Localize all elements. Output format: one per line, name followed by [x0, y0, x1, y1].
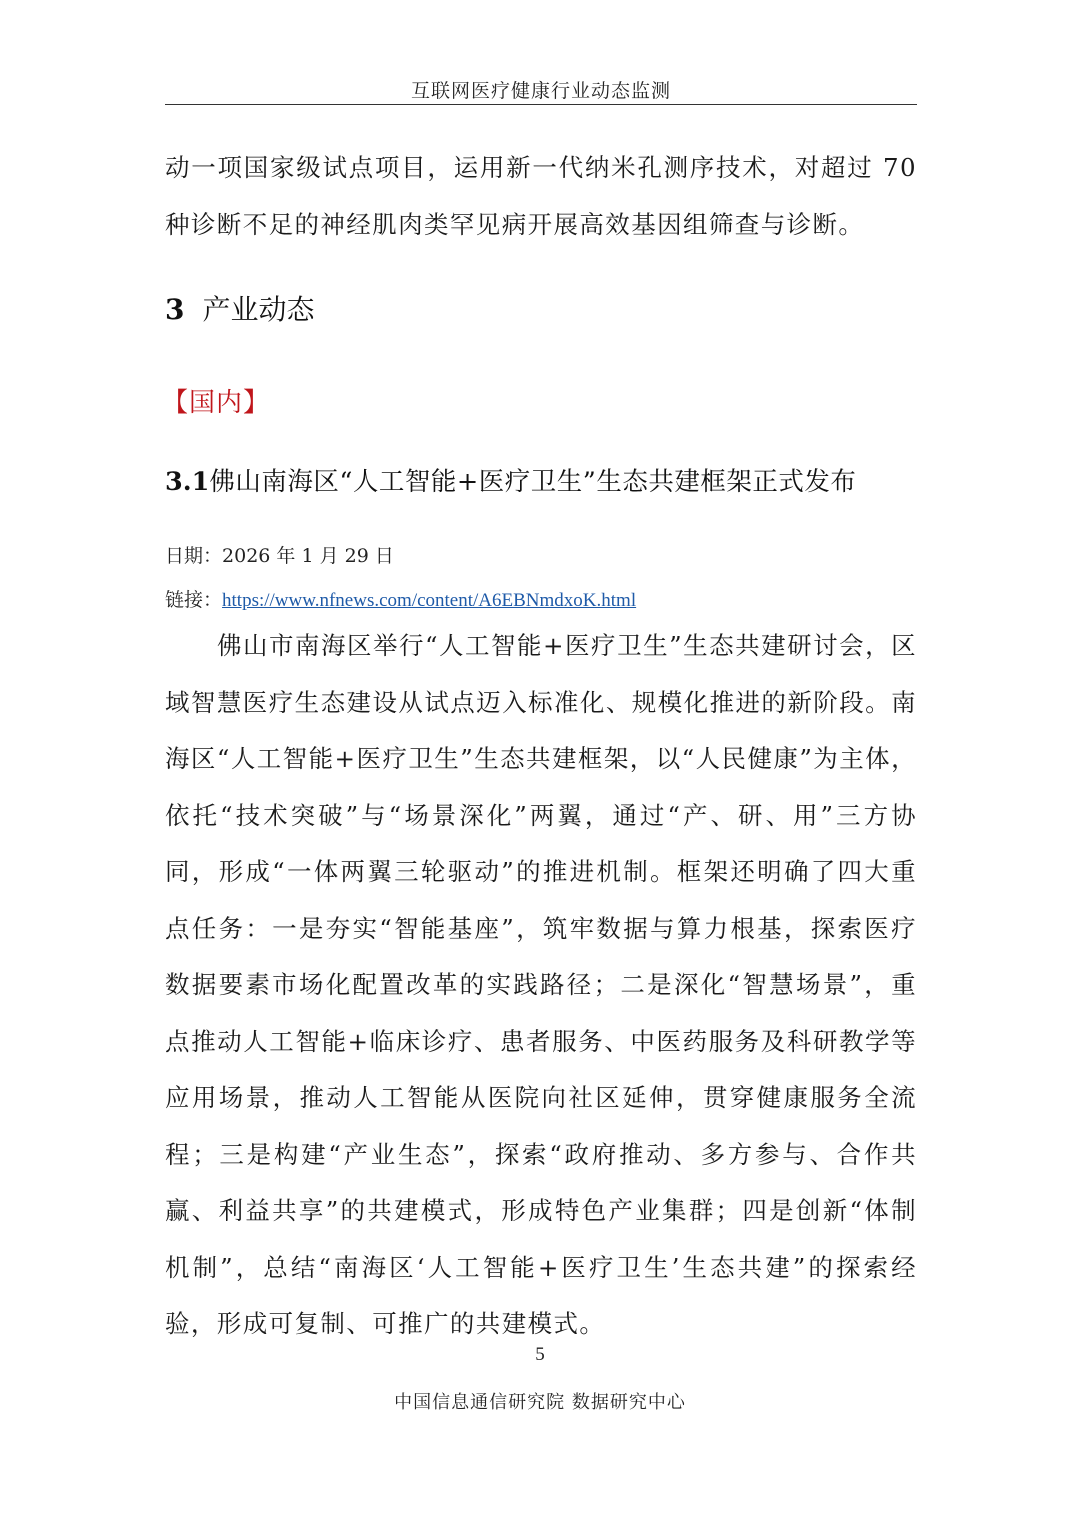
- intro-paragraph: 动一项国家级试点项目，运用新一代纳米孔测序技术，对超过 70 种诊断不足的神经肌肉类罕见病开展高效基因组筛查与诊断。: [165, 153, 917, 239]
- section-heading: [165, 288, 315, 328]
- date-value: 2026 年 1 月 29 日: [222, 545, 394, 567]
- article-heading: [165, 462, 856, 498]
- page-footer-organization: 中国信息通信研究院 数据研究中心: [394, 1392, 686, 1413]
- section-title: 产业动态: [202, 293, 315, 326]
- article-body: [165, 618, 917, 1353]
- page-header-title: 互联网医疗健康行业动态监测: [410, 80, 671, 102]
- article-title: 佛山南海区“人工智能+医疗卫生”生态共建框架正式发布: [209, 467, 857, 497]
- page-number: 5: [535, 1344, 545, 1365]
- article-date: [165, 541, 394, 568]
- date-label: 日期：: [165, 545, 223, 567]
- section-number: 3: [165, 293, 185, 326]
- intro-block: [165, 140, 917, 253]
- article-number: 3.1: [165, 467, 210, 497]
- article-link: [165, 585, 636, 612]
- article-body-paragraph: 佛山市南海区举行“人工智能+医疗卫生”生态共建研讨会，区域智慧医疗生态建设从试点迈入标准化、规模化推进的新阶段。南海区“人工智能+医疗卫生”生态共建框架，以“人民健康”为主体，依托“技术突破”与“场景深化”两翼，通过“产、研、用”三方协同，形成“一体两翼三轮驱动”的推进机制。框架还明确了四大重点任务：一是夯实“智能基座”，筑牢数据与算力根基，探索医疗数据要素市场化配置改革的实践路径；二是深化“智慧场景”，重点推动人工智能+临床诊疗、患者服务、中医药服务及科研教学等应用场景，推动人工智能从医院向社区延伸，贯穿健康服务全流程；三是构建“产业生态”，探索“政府推动、多方参与、合作共赢、利益共享”的共建模式，形成特色产业集群；四是创新“体制机制”，总结“南海区‘人工智能+医疗卫生’生态共建”的探索经验，形成可复制、可推广的共建模式。: [165, 631, 917, 1338]
- header-divider: [165, 104, 917, 105]
- source-link[interactable]: https://www.nfnews.com/content/A6EBNmdxoK.html: [222, 590, 637, 611]
- region-tag: 【国内】: [162, 388, 271, 418]
- link-label: 链接：: [165, 589, 223, 611]
